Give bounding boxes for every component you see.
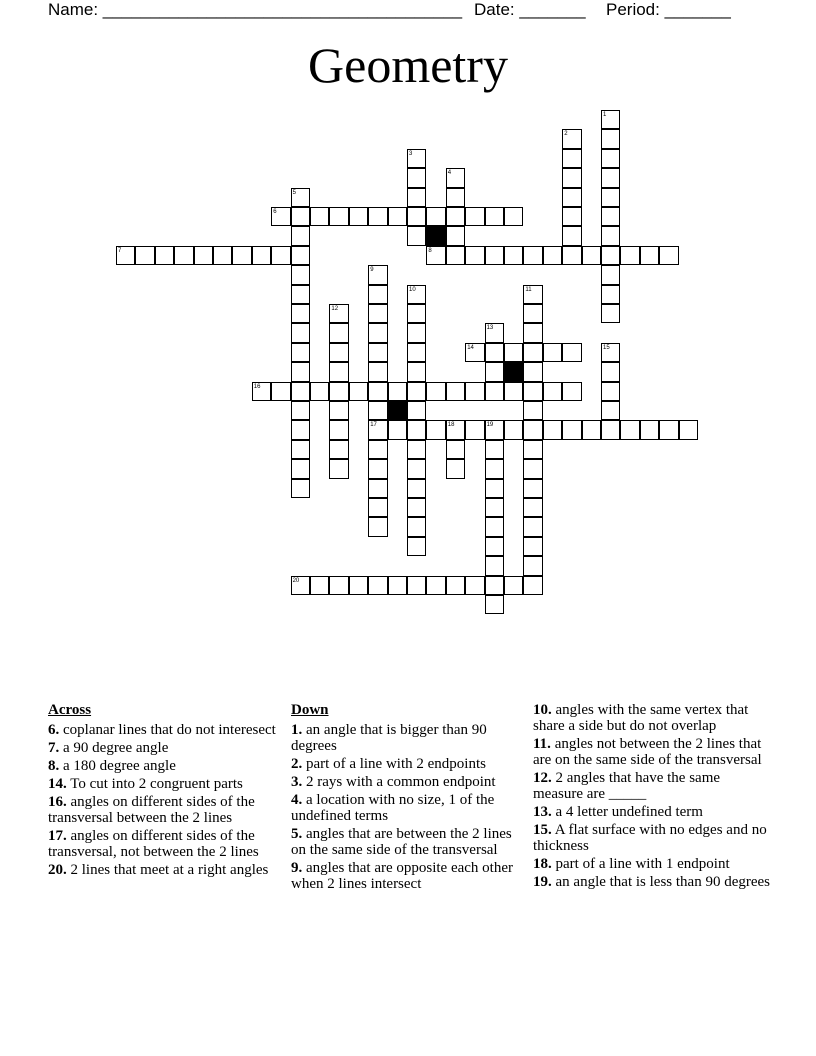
clue-text: an angle that is less than 90 degrees [555, 874, 771, 890]
crossword-cell[interactable] [504, 576, 523, 595]
crossword-cell[interactable] [368, 265, 387, 284]
crossword-cell[interactable] [116, 246, 135, 265]
cell-number: 20 [292, 577, 300, 584]
clue-text: angles that are between the 2 lines on the same side of the transversal [291, 826, 512, 858]
crossword-cell[interactable] [368, 323, 387, 342]
crossword-cell[interactable] [388, 382, 407, 401]
crossword-cell[interactable] [388, 420, 407, 439]
crossword-cell[interactable] [368, 285, 387, 304]
crossword-cell[interactable] [601, 207, 620, 226]
crossword-cell[interactable] [329, 440, 348, 459]
crossword-cell[interactable] [485, 440, 504, 459]
clue-text: A flat surface with no edges and no thickness [533, 822, 767, 854]
crossword-cell[interactable] [329, 207, 348, 226]
clue-text: angles that are opposite each other when 2 lines intersect [291, 860, 513, 892]
clue-item [48, 776, 286, 792]
crossword-cell[interactable] [523, 323, 542, 342]
crossword-cell[interactable] [368, 420, 387, 439]
clue-number: 14. [48, 776, 67, 792]
crossword-cell[interactable] [368, 362, 387, 381]
crossword-cell[interactable] [601, 285, 620, 304]
crossword-cell[interactable] [368, 401, 387, 420]
crossword-cell[interactable] [426, 420, 445, 439]
crossword-cell[interactable] [310, 382, 329, 401]
crossword-cell[interactable] [407, 168, 426, 187]
crossword-cell[interactable] [601, 401, 620, 420]
crossword-cell[interactable] [291, 401, 310, 420]
crossword-cell[interactable] [504, 207, 523, 226]
crossword-cell[interactable] [601, 226, 620, 245]
cell-number: 19 [486, 422, 494, 429]
crossword-cell[interactable] [252, 246, 271, 265]
clue-item [533, 856, 771, 872]
crossword-cell[interactable] [446, 459, 465, 478]
crossword-cell[interactable] [291, 323, 310, 342]
crossword-cell[interactable] [388, 207, 407, 226]
crossword-cell[interactable] [485, 343, 504, 362]
crossword-cell[interactable] [601, 110, 620, 129]
clue-text: angles on different sides of the transversal, not between the 2 lines [48, 828, 259, 860]
crossword-cell[interactable] [407, 323, 426, 342]
crossword-cell[interactable] [465, 207, 484, 226]
crossword-cell[interactable] [368, 576, 387, 595]
crossword-cell[interactable] [485, 537, 504, 556]
crossword-cell[interactable] [388, 576, 407, 595]
crossword-cell[interactable] [562, 343, 581, 362]
clue-item [533, 804, 771, 820]
crossword-cell[interactable] [446, 226, 465, 245]
clue-text: 2 lines that meet at a right angles [70, 862, 269, 878]
crossword-cell[interactable] [562, 420, 581, 439]
crossword-cell[interactable] [329, 576, 348, 595]
cell-number: 3 [409, 150, 413, 157]
clue-text: part of a line with 2 endpoints [306, 756, 486, 772]
crossword-cell[interactable] [582, 420, 601, 439]
crossword-cell[interactable] [543, 343, 562, 362]
crossword-cell[interactable] [543, 420, 562, 439]
crossword-cell[interactable] [485, 420, 504, 439]
crossword-cell[interactable] [368, 382, 387, 401]
crossword-cell[interactable] [679, 420, 698, 439]
crossword-cell[interactable] [446, 382, 465, 401]
crossword-cell[interactable] [601, 304, 620, 323]
crossword-cell[interactable] [601, 362, 620, 381]
crossword-cell[interactable] [310, 576, 329, 595]
clue-item [291, 756, 529, 772]
clue-number: 2. [291, 756, 303, 772]
clue-item [291, 774, 529, 790]
clue-number: 12. [533, 770, 552, 786]
black-cell [388, 401, 407, 420]
crossword-cell[interactable] [368, 207, 387, 226]
crossword-cell[interactable] [446, 246, 465, 265]
crossword-cell[interactable] [523, 420, 542, 439]
clue-number: 18. [533, 856, 552, 872]
crossword-cell[interactable] [446, 420, 465, 439]
crossword-cell[interactable] [291, 265, 310, 284]
crossword-cell[interactable] [465, 576, 484, 595]
cell-number: 8 [428, 247, 432, 254]
clue-number: 19. [533, 874, 552, 890]
crossword-cell[interactable] [562, 207, 581, 226]
crossword-cell[interactable] [368, 517, 387, 536]
crossword-cell[interactable] [504, 246, 523, 265]
crossword-cell[interactable] [291, 440, 310, 459]
crossword-cell[interactable] [601, 343, 620, 362]
crossword-cell[interactable] [523, 498, 542, 517]
clue-number: 9. [291, 860, 303, 876]
crossword-cell[interactable] [291, 576, 310, 595]
crossword-cell[interactable] [640, 420, 659, 439]
crossword-cell[interactable] [407, 537, 426, 556]
crossword-cell[interactable] [291, 362, 310, 381]
clue-number: 1. [291, 722, 303, 738]
crossword-cell[interactable] [601, 129, 620, 148]
crossword-cell[interactable] [523, 362, 542, 381]
cell-number: 12 [331, 306, 339, 312]
crossword-cell[interactable] [407, 149, 426, 168]
crossword-cell[interactable] [562, 129, 581, 148]
crossword-cell[interactable] [523, 401, 542, 420]
clue-number: 15. [533, 822, 552, 838]
crossword-cell[interactable] [291, 420, 310, 439]
clue-number: 20. [48, 862, 67, 878]
crossword-cell[interactable] [155, 246, 174, 265]
crossword-cell[interactable] [407, 401, 426, 420]
crossword-cell[interactable] [368, 343, 387, 362]
crossword-cell[interactable] [368, 304, 387, 323]
crossword-cell[interactable] [407, 226, 426, 245]
clue-text: angles with the same vertex that share a side but do not overlap [533, 702, 749, 734]
crossword-cell[interactable] [426, 246, 445, 265]
clue-number: 5. [291, 826, 303, 842]
crossword-cell[interactable] [640, 246, 659, 265]
clue-item [533, 736, 771, 768]
crossword-cell[interactable] [349, 382, 368, 401]
crossword-cell[interactable] [407, 343, 426, 362]
crossword-cell[interactable] [485, 323, 504, 342]
cell-number: 7 [118, 247, 122, 254]
crossword-cell[interactable] [407, 440, 426, 459]
clue-number: 8. [48, 758, 60, 774]
crossword-cell[interactable] [291, 382, 310, 401]
crossword-cell[interactable] [465, 246, 484, 265]
across-clues [48, 702, 286, 880]
crossword-cell[interactable] [407, 479, 426, 498]
crossword-cell[interactable] [407, 304, 426, 323]
name-field[interactable]: Name: ______________________________________ [48, 0, 463, 19]
cell-number: 6 [273, 209, 277, 215]
crossword-cell[interactable] [446, 207, 465, 226]
across-heading: Across [48, 702, 92, 718]
clue-text: To cut into 2 congruent parts [70, 776, 243, 792]
crossword-cell[interactable] [601, 265, 620, 284]
clue-item [533, 874, 771, 890]
clue-item [48, 828, 286, 860]
clue-text: an angle that is bigger than 90 degrees [291, 722, 487, 754]
cell-number: 10 [409, 286, 416, 293]
crossword-cell[interactable] [174, 246, 193, 265]
crossword-cell[interactable] [446, 168, 465, 187]
crossword-cell[interactable] [407, 207, 426, 226]
clue-text: angles on different sides of the transversal between the 2 lines [48, 794, 255, 826]
clue-item [291, 860, 529, 892]
crossword-cell[interactable] [271, 382, 290, 401]
crossword-cell[interactable] [523, 537, 542, 556]
crossword-cell[interactable] [659, 420, 678, 439]
crossword-cell[interactable] [291, 226, 310, 245]
crossword-cell[interactable] [271, 246, 290, 265]
cell-number: 5 [292, 189, 296, 196]
crossword-cell[interactable] [407, 362, 426, 381]
crossword-cell[interactable] [329, 304, 348, 323]
crossword-cell[interactable] [368, 440, 387, 459]
crossword-cell[interactable] [485, 517, 504, 536]
crossword-cell[interactable] [407, 382, 426, 401]
clue-text: a 90 degree angle [63, 740, 169, 756]
crossword-cell[interactable] [407, 459, 426, 478]
clue-number: 16. [48, 794, 67, 810]
period-field[interactable]: Period: _______ [606, 0, 731, 19]
crossword-cell[interactable] [349, 207, 368, 226]
crossword-cell[interactable] [523, 479, 542, 498]
clue-text: angles not between the 2 lines that are on the same side of the transversal [533, 736, 762, 768]
cell-number: 18 [447, 422, 455, 429]
crossword-cell[interactable] [601, 149, 620, 168]
crossword-cell[interactable] [523, 517, 542, 536]
crossword-cell[interactable] [291, 188, 310, 207]
crossword-cell[interactable] [329, 459, 348, 478]
crossword-cell[interactable] [135, 246, 154, 265]
crossword-cell[interactable] [562, 168, 581, 187]
crossword-cell[interactable] [485, 362, 504, 381]
crossword-cell[interactable] [407, 517, 426, 536]
cell-number: 13 [486, 325, 494, 332]
cell-number: 4 [447, 170, 452, 177]
crossword-cell[interactable] [562, 246, 581, 265]
clue-item [533, 702, 771, 734]
crossword-cell[interactable] [271, 207, 290, 226]
clue-text: coplanar lines that do not interesect [63, 722, 276, 738]
down-heading: Down [291, 702, 329, 718]
crossword-cell[interactable] [368, 498, 387, 517]
crossword-cell[interactable] [523, 246, 542, 265]
crossword-cell[interactable] [562, 188, 581, 207]
crossword-cell[interactable] [310, 207, 329, 226]
clue-number: 7. [48, 740, 60, 756]
crossword-cell[interactable] [504, 382, 523, 401]
cell-number: 1 [603, 112, 607, 118]
crossword-cell[interactable] [252, 382, 271, 401]
crossword-cell[interactable] [446, 188, 465, 207]
crossword-cell[interactable] [601, 420, 620, 439]
page-title: Geometry [308, 37, 508, 93]
crossword-cell[interactable] [485, 459, 504, 478]
crossword-cell[interactable] [426, 382, 445, 401]
crossword-cell[interactable] [543, 246, 562, 265]
crossword-cell[interactable] [446, 576, 465, 595]
crossword-cell[interactable] [291, 304, 310, 323]
clue-number: 13. [533, 804, 552, 820]
crossword-cell[interactable] [291, 207, 310, 226]
crossword-cell[interactable] [465, 343, 484, 362]
crossword-cell[interactable] [213, 246, 232, 265]
crossword-cell[interactable] [523, 440, 542, 459]
black-cell [426, 226, 445, 245]
crossword-cell[interactable] [601, 382, 620, 401]
crossword-cell[interactable] [407, 498, 426, 517]
crossword-cell[interactable] [523, 343, 542, 362]
crossword-cell[interactable] [329, 323, 348, 342]
crossword-cell[interactable] [582, 246, 601, 265]
crossword-cell[interactable] [291, 459, 310, 478]
crossword-cell[interactable] [620, 420, 639, 439]
crossword-cell[interactable] [485, 479, 504, 498]
crossword-cell[interactable] [329, 343, 348, 362]
crossword-cell[interactable] [485, 556, 504, 575]
crossword-cell[interactable] [523, 304, 542, 323]
crossword-cell[interactable] [504, 420, 523, 439]
crossword-cell[interactable] [368, 479, 387, 498]
crossword-cell[interactable] [485, 207, 504, 226]
cell-number: 15 [603, 344, 610, 351]
clue-item [48, 722, 286, 738]
crossword-cell[interactable] [562, 149, 581, 168]
clue-number: 10. [533, 702, 552, 718]
crossword-cell[interactable] [329, 401, 348, 420]
crossword-cell[interactable] [485, 246, 504, 265]
clue-text: a 180 degree angle [63, 758, 176, 774]
crossword-cell[interactable] [562, 382, 581, 401]
clue-item [533, 770, 771, 802]
crossword-cell[interactable] [601, 246, 620, 265]
crossword-cell[interactable] [349, 576, 368, 595]
down-clues-continued [533, 702, 771, 892]
crossword-cell[interactable] [523, 382, 542, 401]
crossword-cell[interactable] [194, 246, 213, 265]
crossword-cell[interactable] [485, 498, 504, 517]
down-clues [291, 702, 529, 894]
clue-item [48, 794, 286, 826]
crossword-cell[interactable] [329, 362, 348, 381]
date-field[interactable]: Date: _______ [474, 0, 586, 19]
crossword-cell[interactable] [465, 382, 484, 401]
crossword-cell[interactable] [523, 576, 542, 595]
clue-item [291, 722, 529, 754]
crossword-cell[interactable] [659, 246, 678, 265]
crossword-cell[interactable] [523, 556, 542, 575]
crossword-cell[interactable] [620, 246, 639, 265]
clue-item [48, 862, 286, 878]
clue-item [48, 740, 286, 756]
crossword-cell[interactable] [446, 440, 465, 459]
crossword-cell[interactable] [562, 226, 581, 245]
crossword-cell[interactable] [407, 188, 426, 207]
crossword-cell[interactable] [291, 479, 310, 498]
crossword-cell[interactable] [485, 576, 504, 595]
crossword-cell[interactable] [232, 246, 251, 265]
black-cell [504, 362, 523, 381]
cell-number: 17 [370, 422, 377, 429]
crossword-cell[interactable] [407, 420, 426, 439]
crossword-cell[interactable] [465, 420, 484, 439]
clue-number: 3. [291, 774, 303, 790]
clue-number: 4. [291, 792, 303, 808]
clue-text: a location with no size, 1 of the undefined terms [291, 792, 495, 824]
crossword-cell[interactable] [485, 382, 504, 401]
clue-number: 11. [533, 736, 551, 752]
clue-item [533, 822, 771, 854]
cell-number: 14 [467, 344, 474, 351]
crossword-cell[interactable] [368, 459, 387, 478]
crossword-cell[interactable] [407, 285, 426, 304]
cell-number: 2 [564, 131, 568, 138]
clue-text: 2 angles that have the same measure are _____ [533, 770, 721, 802]
cell-number: 9 [370, 267, 374, 274]
crossword-cell[interactable] [329, 420, 348, 439]
crossword-cell[interactable] [291, 285, 310, 304]
clue-item [291, 792, 529, 824]
cell-number: 11 [525, 286, 532, 293]
crossword-cell[interactable] [601, 168, 620, 187]
cell-number: 16 [253, 383, 261, 390]
crossword-cell[interactable] [426, 576, 445, 595]
crossword-cell[interactable] [329, 382, 348, 401]
crossword-cell[interactable] [485, 595, 504, 614]
clue-text: part of a line with 1 endpoint [555, 856, 730, 872]
clue-text: 2 rays with a common endpoint [306, 774, 496, 790]
crossword-cell[interactable] [543, 382, 562, 401]
crossword-cell[interactable] [291, 343, 310, 362]
crossword-cell[interactable] [523, 285, 542, 304]
crossword-cell[interactable] [426, 207, 445, 226]
clue-number: 17. [48, 828, 67, 844]
crossword-cell[interactable] [291, 246, 310, 265]
crossword-cell[interactable] [601, 188, 620, 207]
crossword-cell[interactable] [504, 343, 523, 362]
clue-number: 6. [48, 722, 60, 738]
clue-text: a 4 letter undefined term [555, 804, 703, 820]
clue-item [291, 826, 529, 858]
clue-item [48, 758, 286, 774]
crossword-cell[interactable] [407, 576, 426, 595]
crossword-cell[interactable] [523, 459, 542, 478]
